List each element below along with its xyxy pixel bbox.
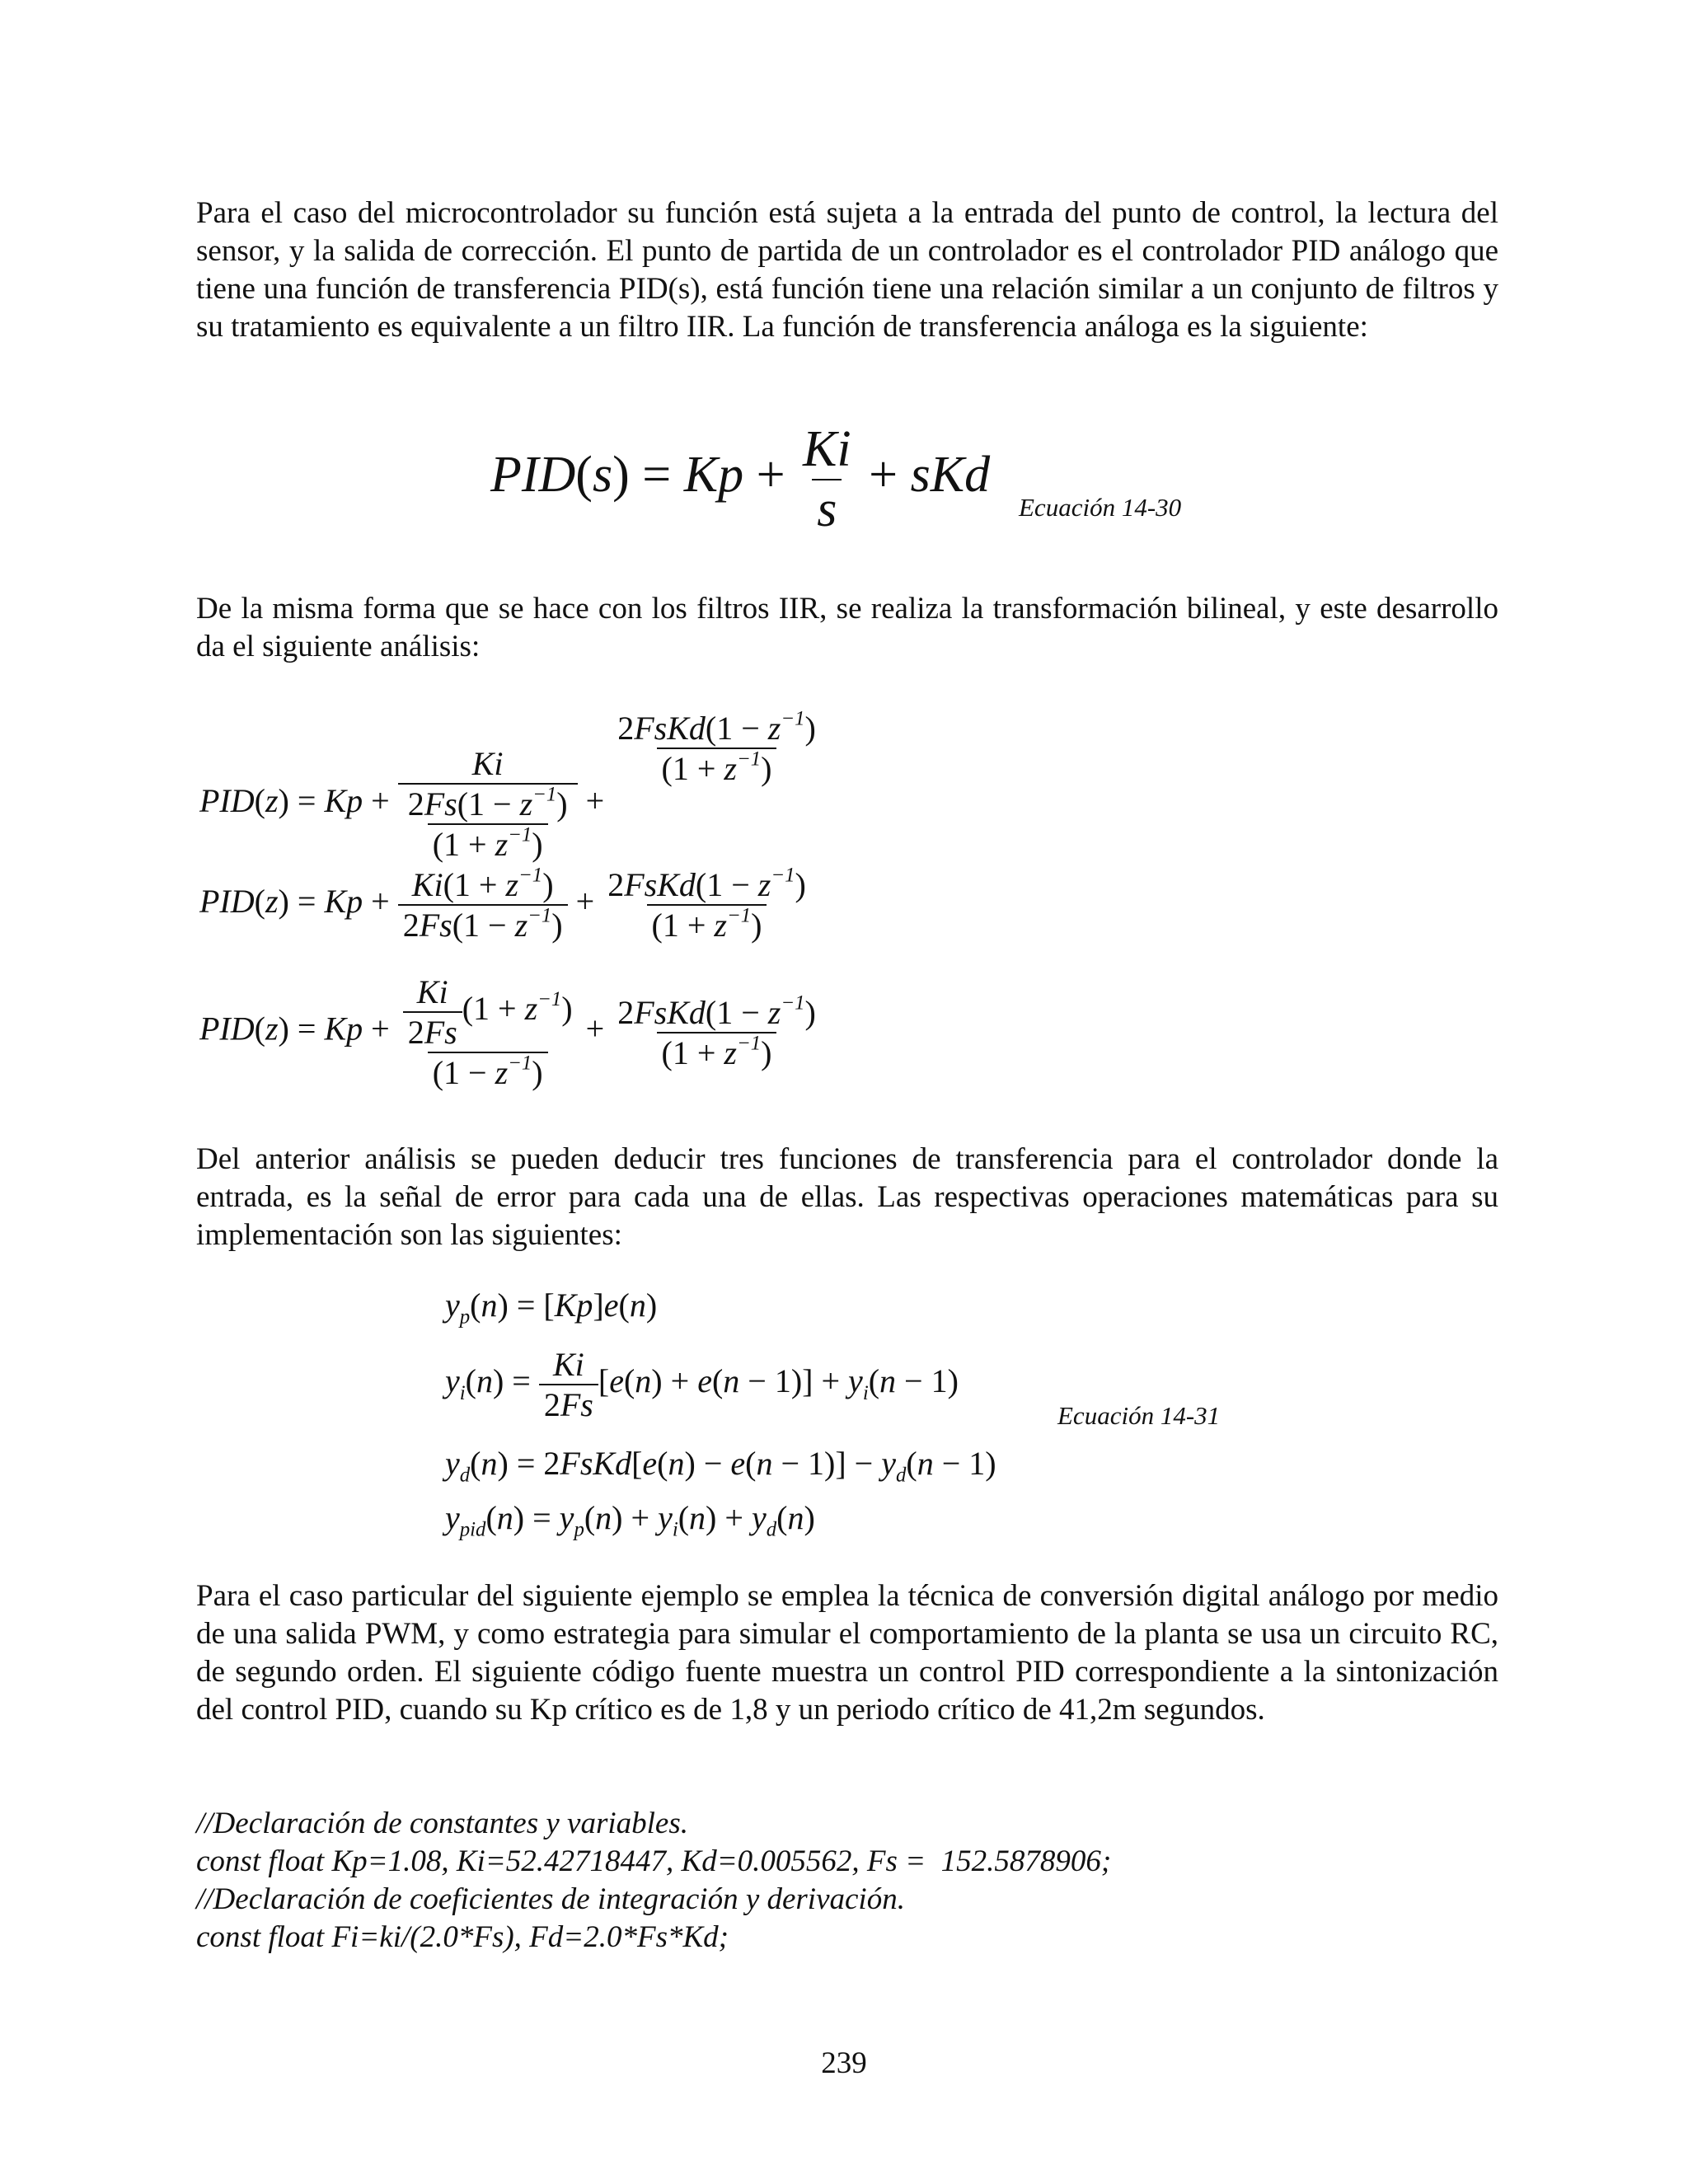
page-number: 239 [821, 2046, 867, 2080]
paragraph-transfer-functions: Del anterior análisis se pueden deducir tres funciones de transferencia para el controlador donde la entrada, es la señal de error para cada una de ellas. Las respectivas operaciones matemáticas para su implementación son las siguientes: [196, 1142, 1498, 1252]
equation-pid-z-1: PID(z) = Kp + $\frac{Ki}{\frac{2Fs(1 - z^{-1})}{(1 + z^{-1})}}$ + $\frac{2FsKd(1 - z^{-1})}{(1 + z^{-1})}$ [199, 707, 816, 864]
paragraph-bilinear: De la misma forma que se hace con los filtros IIR, se realiza la transformación bilineal, y este desarrollo da el siguiente análisis: [196, 592, 1498, 663]
equation-yd: $y_d(n)$ = 2FsKd[e(n) − $e(n - 1)] - y_d(n - 1)$ [445, 1445, 996, 1487]
code-line-3: //Declaración de coeficientes de integración y derivación. [196, 1882, 905, 1916]
equation-label-14-30: Ecuación 14-30 [1019, 493, 1182, 522]
equation-pid-z-2: PID(z) = Kp + $\frac{Ki(1 + z^{-1})}{2Fs(1 - z^{-1})}$ + $\frac{2FsKd(1 - z^{-1})}{(1 + z^{-1})}$ [199, 864, 806, 944]
equation-ypid: $y_{pid}(n) = y_p(n) + y_i(n) + y_d(n)$ [445, 1499, 815, 1541]
code-line-1: //Declaración de constantes y variables. [196, 1807, 689, 1840]
equation-yi: $y_i(n)$ = $\frac{Ki}{2Fs}$ $[e(n) + e(n - 1)] + y_i(n - 1)$ [445, 1346, 959, 1423]
equation-pid-s: PID(s) = Kp + $\frac{Ki}{s}$ + sKd [490, 421, 991, 537]
equation-yp: $y_p(n) = [Kp]e(n)$ [445, 1286, 658, 1329]
paragraph-intro: Para el caso del microcontrolador su función está sujeta a la entrada del punto de control, la lectura del sensor, y la salida de corrección. El punto de partida de un controlador es el controlador PID análogo que tiene una función de transferencia PID(s), está función tiene una relación similar a un conjunto de filtros y su tratamiento es equivalente a un filtro IIR. La función de transferencia análoga es la siguiente: [196, 196, 1498, 344]
equation-pid-z-3: PID(z) = Kp + $\frac{Ki}{2Fs}$ $(1 + z^{-1})$ $(1 - z^{-1})$ + $\frac{2FsKd(1 - z^{-1})}{(1 + z^{-1})}$ [199, 973, 816, 1091]
equation-label-14-31: Ecuación 14-31 [1057, 1401, 1221, 1430]
code-line-4: const float Fi=ki/(2.0*Fs), Fd=2.0*Fs*Kd; [196, 1920, 729, 1954]
code-line-2: const float Kp=1.08, Ki=52.42718447, Kd=0.005562, Fs = 152.5878906; [196, 1844, 1112, 1878]
paragraph-example: Para el caso particular del siguiente ejemplo se emplea la técnica de conversión digital análogo por medio de una salida PWM, y como estrategia para simular el comportamiento de la planta se usa un circuito RC, de segundo orden. El siguiente código fuente muestra un control PID correspondiente a la sintonización del control PID, cuando su Kp crítico es de 1,8 y un periodo crítico de 41,2m segundos. [196, 1579, 1498, 1727]
